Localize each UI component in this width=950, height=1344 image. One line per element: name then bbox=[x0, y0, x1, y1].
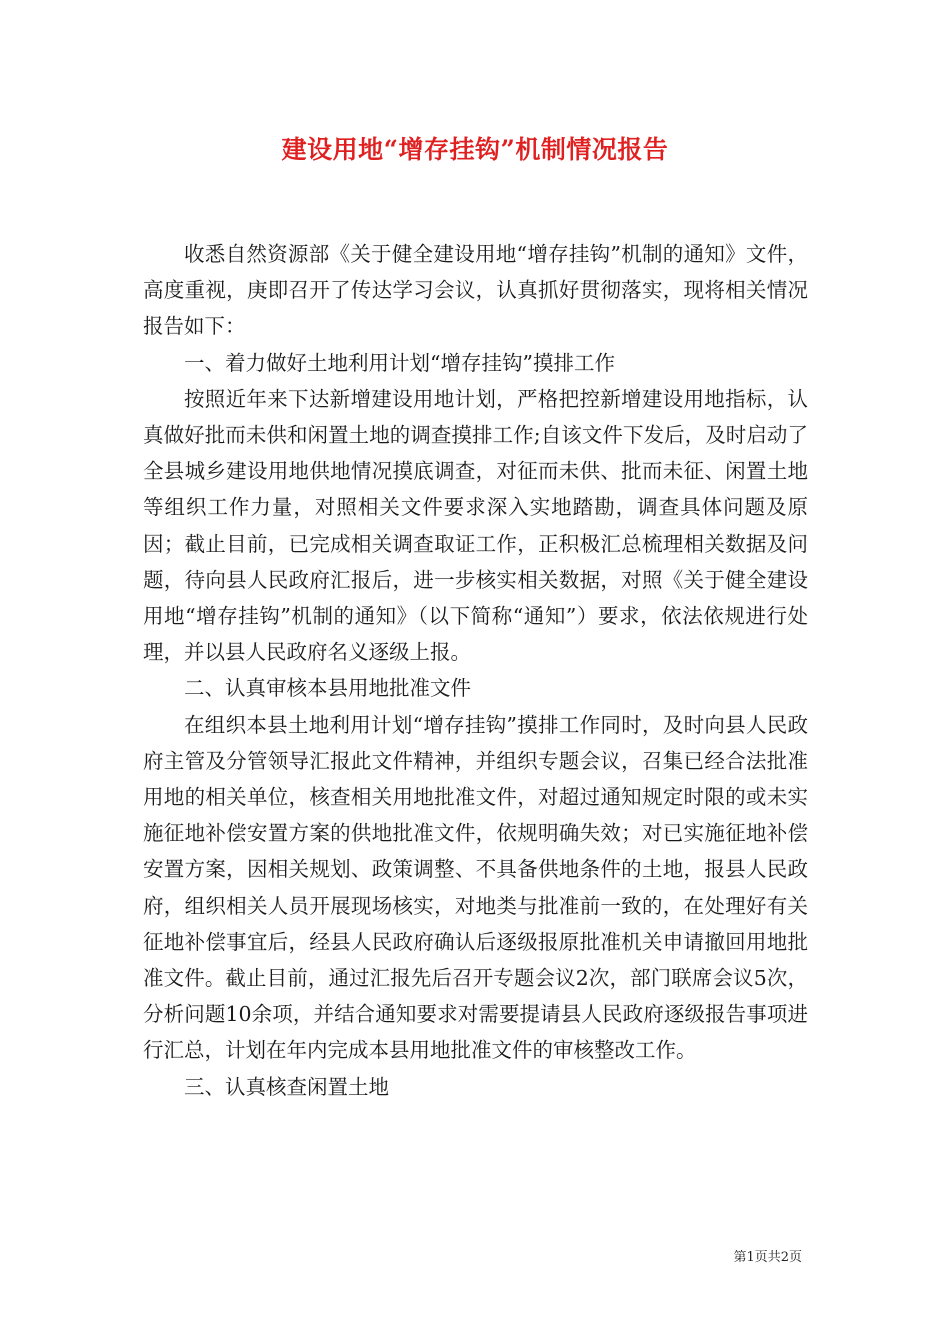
paragraph-section-1: 按照近年来下达新增建设用地计划，严格把控新增建设用地指标，认真做好批而未供和闲置土地的调查摸排工作;自该文件下发后，及时启动了全县城乡建设用地供地情况摸底调查，对征而未供、批而未征、闲置土地等组织工作力量，对照相关文件要求深入实地踏勘，调查具体问题及原因；截止目前，已完成相关调查取证工作，正积极汇总梳理相关数据及问题，待向县人民政府汇报后，进一步核实相关数据，对照《关于健全建设用地“增存挂钩”机制的通知》（以下简称“通知”）要求，依法依规进行处理，并以县人民政府名义逐级上报。 bbox=[143, 386, 808, 665]
section-heading-2: 二、认真审核本县用地批准文件 bbox=[184, 676, 471, 701]
section-heading-1: 一、着力做好土地利用计划“增存挂钩”摸排工作 bbox=[184, 350, 615, 375]
paragraph-intro: 收悉自然资源部《关于健全建设用地“增存挂钩”机制的通知》文件，高度重视，庚即召开了传达学习会议，认真抓好贯彻落实，现将相关情况报告如下： bbox=[143, 242, 808, 339]
section-heading-3: 三、认真核查闲置土地 bbox=[184, 1074, 389, 1099]
document-body bbox=[143, 236, 808, 1105]
paragraph-section-2: 在组织本县土地利用计划“增存挂钩”摸排工作同时，及时向县人民政府主管及分管领导汇报此文件精神，并组织专题会议，召集已经合法批准用地的相关单位，核查相关用地批准文件，对超过通知规定时限的或未实施征地补偿安置方案的供地批准文件，依规明确失效；对已实施征地补偿安置方案，因相关规划、政策调整、不具备供地条件的土地，报县人民政府，组织相关人员开展现场核实，对地类与批准前一致的，在处理好有关征地补偿事宜后，经县人民政府确认后逐级报原批准机关申请撤回用地批准文件。截止目前，通过汇报先后召开专题会议2次，部门联席会议5次，分析问题10余项，并结合通知要求对需要提请县人民政府逐级报告事项进行汇总，计划在年内完成本县用地批准文件的审核整改工作。 bbox=[143, 712, 808, 1063]
page-number-footer: 第1页共2页 bbox=[733, 1250, 802, 1265]
document-title: 建设用地“增存挂钩”机制情况报告 bbox=[281, 135, 669, 164]
